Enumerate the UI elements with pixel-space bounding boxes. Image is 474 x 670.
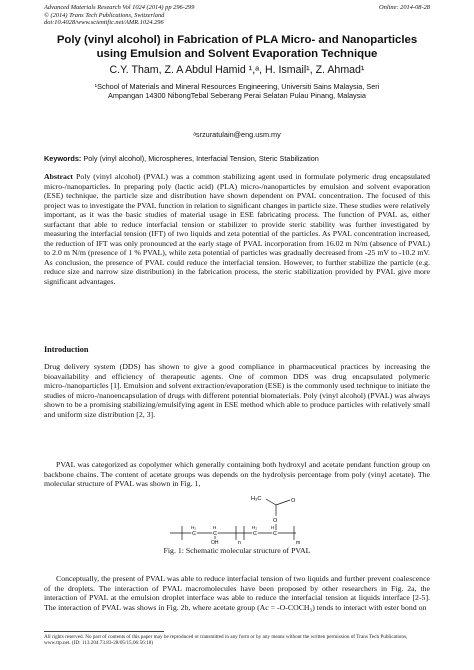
title-line-1: Poly (vinyl alcohol) in Fabrication of PLA Micro- and Nanoparticles: [56, 34, 418, 46]
affiliation-line-1: ¹School of Materials and Mineral Resources Engineering, Universiti Sains Malaysia, Seri: [94, 82, 380, 91]
abstract-label: Abstract: [44, 172, 74, 181]
copyright-line: © (2014) Trans Tech Publications, Switzerland: [44, 11, 165, 19]
h-label-2: H: [271, 525, 275, 530]
figure-caption: Fig. 1: Schematic molecular structure of PVAL: [163, 546, 311, 555]
journal-line: Advanced Materials Research Vol 1024 (2014) pp 296-299: [44, 4, 195, 11]
online-date: Online: 2014-08-28: [379, 4, 430, 11]
n-subscript: n: [238, 540, 241, 546]
c-label-4: C: [273, 531, 278, 537]
body-paragraph: Conceptually, the present of PVAL was able to reduce interfacial tension of two liquids and further prevent coalescence of the droplets. The interaction of PVAL macromolecules have been proposed by other researchers in Fig. 2a, the interaction of PVAL at the emulsion droplet interface was able to reduce the interfacial tension at liquids interface [2-5]. The interaction of PVAL was shows in Fig. 2b, where acetate group (Ac = -O-COCH₃) tends to interact with ester bond on: [44, 574, 430, 612]
c-label-2: C: [213, 531, 218, 537]
affiliation-line-2: Ampangan 14300 NibongTebal Seberang Perai Selatan Pulau Pinang, Malaysia: [107, 91, 366, 101]
oh-label: OH: [211, 540, 219, 546]
journal-header: [44, 4, 430, 27]
keywords-label: Keywords:: [44, 154, 82, 163]
contact-email[interactable]: ᵃsrzuratulain@eng.usm.my: [193, 130, 281, 139]
author-list: C.Y. Tham, Z. A Abdul Hamid ¹,ᵃ, H. Ismail¹, Z. Ahmad¹: [109, 64, 365, 76]
doi-line: doi:10.4028/www.scientific.net/AMR.1024.296: [44, 19, 164, 27]
m-subscript: m: [296, 540, 301, 546]
keywords-text: Poly (vinyl alcohol), Microspheres, Interfacial Tension, Steric Stabilization: [83, 154, 319, 163]
ester-o-label: O: [273, 518, 278, 524]
keywords: [44, 154, 430, 163]
h2-label-2: H₂: [252, 525, 258, 530]
pval-structure-figure: [150, 490, 350, 546]
h-label-1: H: [213, 525, 217, 530]
abstract: [44, 172, 430, 287]
carbonyl-o-label: O: [291, 498, 296, 504]
intro-heading: Introduction: [44, 345, 89, 354]
c-label-3: C: [253, 531, 258, 537]
intro-paragraph-1: Drug delivery system (DDS) has shown to give a good compliance in pharmaceutical practices by increasing the bioavailability and efficiency of therapeutic agents. One of common DDS was drug encapsulated polymeric micro-/nanoparticles [1]. Emulsion and solvent extraction/evaporation (ESE) is the commonly used technique to initiate the studies of micro-/nanoencapsulation of drugs with different potential biomaterials. Poly (vinyl alcohol) (PVAL) was always shown to be a promising stabilizing/emulsifying agent in ESE method which able to produce particles with relatively small and uniform size distribution [2, 3].: [44, 362, 430, 419]
intro-paragraph-2: PVAL was categorized as copolymer which generally containing both hydroxyl and acetate pendant function group on backbone chains. The content of acetate groups was depends on the hydrolysis percentage from poly (vinyl acetate). The molecular structure of PVAL was shown in Fig. 1,: [44, 460, 430, 489]
footer-divider: [44, 631, 164, 632]
ch3-label: H₃C: [251, 496, 262, 502]
affiliation: [48, 82, 426, 101]
paper-title: [40, 34, 434, 61]
c-label-1: C: [192, 531, 197, 537]
h2-label-1: H₂: [191, 525, 197, 530]
abstract-text: Poly (vinyl alcohol) (PVAL) was a common stabilizing agent used in formulate polymeric drug encapsulated micro-/nanoparticles. In preparing poly (lactic acid) (PLA) micro-/nanoparticles by emulsion and solvent evaporation (ESE) technique, the particle size and distribution have shown dependent on PVAL concentration. The focused of this project was to investigate the PVAL function in relation to significant changes in particle size. These studies were relatively important, as it was the basic studies of material usage in ESE fabricating process. The function of PVAL as, either surfactant that able to reduce interfacial tension or stabilizer to provide steric stability was further investigated by measuring the interfacial tension (IFT) of two liquids and zeta potential of the particles. As PVAL concentration increased, the reduction of IFT was only pronounced at the early stage of PVAL incorporation from 16.02 m N/m (absence of PVAL) to 2.0 m N/m (presence of 1 % PVAL), while zeta potential of particles was gradually decreased from -25 mV to -10.2 mV. As conclusion, the presence of PVAL could reduce the interfacial tension. However, to further stabilize the particle (e.g. reduce size and narrow size distribution) in the fabrication process, the steric stabilization provided by PVAL give more significant advantages.: [44, 172, 431, 287]
copyright-footer: All rights reserved. No part of contents of this paper may be reproduced or transmitted in any form or by any means without the written permission of Trans Tech Publications, www.ttp.net. (ID: 113.204.73.83-28/05/15,06:56:18): [44, 634, 408, 647]
title-line-2: using Emulsion and Solvent Evaporation Technique: [96, 47, 378, 60]
